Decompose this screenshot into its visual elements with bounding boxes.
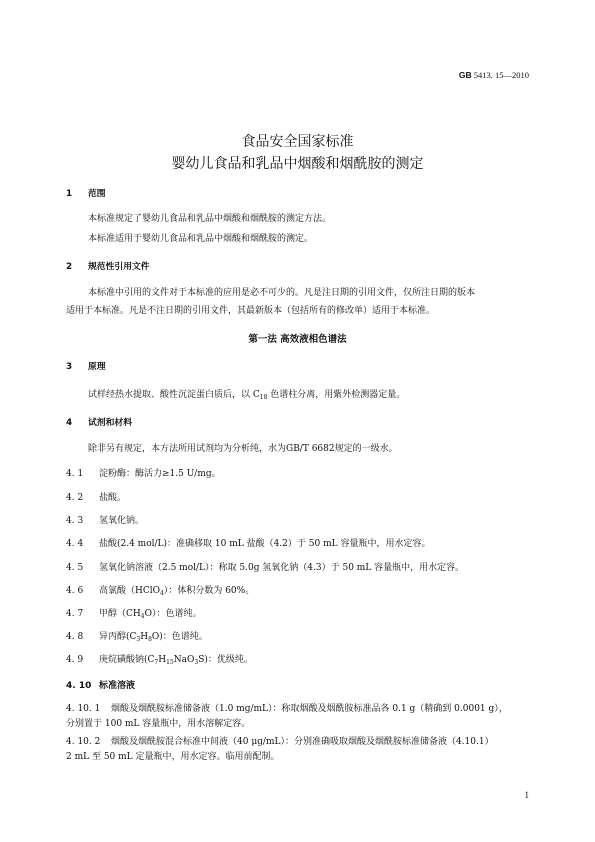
subscript: 8 [148,636,152,643]
text-part: 试样经热水提取、酸性沉淀蛋白质后，以 C [88,390,260,400]
title-line-1: 食品安全国家标准 [241,134,354,150]
item-text: 烟酸及烟酰胺混合标准中间液（40 μg/mL）：分别准确吸取烟酸及烟酰胺标准储备液（4.10.1） [111,737,494,747]
text-part: H [158,655,167,665]
section-2-paragraph-line-1: 本标准中引用的文件对于本标准的应用是必不可少的。凡是注日期的引用文件，仅所注日期的版本 [88,288,476,298]
subscript: 3 [136,636,141,643]
section-4-heading [66,419,132,428]
title-line-2: 婴幼儿食品和乳品中烟酸和烟酰胺的测定 [171,156,424,172]
item-number: 4. 3 [66,516,84,526]
item-text: 烟酸及烟酰胺标准储备液（1.0 mg/mL）：称取烟酸及烟酰胺标准品各 0.1 g（精确到 0.0001 g）， [111,704,508,714]
item-4-8 [66,633,208,643]
item-text: 氢氧化钠。 [99,516,145,526]
item-number: 4. 4 [66,539,84,549]
standard-number: 5413. 15—2010 [471,70,529,80]
text-part: ）：体积分数为 60%。 [163,586,255,596]
section-title: 试剂和材料 [88,418,132,428]
subscript: 15 [166,659,174,666]
text-part: O)：色谱纯。 [151,632,208,642]
text-part: 甲醇（CH [99,609,141,619]
item-number: 4. 10 [66,681,92,691]
item-number: 4. 10. 1 [66,704,101,714]
page-number: 1 [524,790,529,800]
subscript: 7 [154,659,159,666]
section-1-paragraph-1: 本标准规定了婴幼儿食品和乳品中烟酸和烟酰胺的测定方法。 [88,214,332,224]
text-part: S)：优级纯。 [198,655,253,665]
item-number: 4. 9 [66,655,84,665]
item-number: 4. 1 [66,469,84,479]
item-title: 标准溶液 [99,681,136,691]
item-4-10-2-line-2: 2 mL 至 50 mL 定量瓶中，用水定容。临用前配制。 [66,752,280,762]
item-4-7 [66,610,201,620]
standard-code-header [459,71,529,80]
section-title: 范围 [88,189,106,199]
item-4-10-1-line-2: 分别置于 100 mL 容量瓶中，用水溶解定容。 [66,719,251,729]
item-4-5 [66,564,464,573]
section-2-paragraph-line-2: 适用于本标准。凡是不注日期的引用文件，其最新版本（包括所有的修改单）适用于本标准。 [66,306,436,316]
section-title: 原理 [88,362,106,372]
section-3-paragraph [88,391,405,401]
text-part: 庚烷磺酸钠(C [99,655,155,665]
item-number: 4. 5 [66,563,84,573]
section-4-paragraph: 除非另有规定，本方法所用试剂均为分析纯，水为GB/T 6682规定的一级水。 [88,444,398,454]
item-number: 4. 8 [66,632,84,642]
item-text: 淀粉酶：酶活力≥1.5 U/mg。 [99,469,221,479]
text-part: 高氯酸（HClO [99,586,160,596]
item-4-2 [66,494,126,503]
method-heading: 第一法 高效液相色谱法 [248,334,347,345]
section-number: 1 [66,189,73,199]
text-part: O）：色谱纯。 [144,609,202,619]
section-title: 规范性引用文件 [88,262,150,272]
subscript: 4 [160,590,164,597]
item-4-1 [66,470,221,479]
section-2-heading [66,263,150,272]
section-number: 2 [66,262,73,272]
item-4-3 [66,517,144,526]
item-number: 4. 6 [66,586,84,596]
subscript: 4 [140,613,145,620]
text-part: NaO [173,655,195,665]
section-1-heading [66,190,106,199]
section-number: 4 [66,418,73,428]
item-text: 盐酸(2.4 mol/L)：准确移取 10 mL 盐酸（4.2）于 50 mL 容量瓶中，用水定容。 [99,539,431,549]
text-part: 异丙醇(C [99,632,137,642]
text-part: H [140,632,149,642]
item-4-4 [66,540,430,549]
section-3-heading [66,363,106,372]
item-4-10-heading [66,682,135,691]
section-number: 3 [66,362,73,372]
standard-prefix: GB [458,70,472,80]
item-4-10-2-line-1 [66,738,494,747]
item-4-10-1-line-1 [66,705,508,714]
item-4-6 [66,587,254,597]
section-1-paragraph-2: 本标准适用于婴幼儿食品和乳品中烟酸和烟酰胺的测定。 [88,234,314,244]
item-text: 盐酸。 [99,493,127,503]
subscript: 18 [259,394,268,401]
item-4-9 [66,656,253,666]
item-number: 4. 2 [66,493,84,503]
text-part: 色谱柱分离，用紫外检测器定量。 [267,390,406,400]
subscript: 3 [194,659,199,666]
item-number: 4. 7 [66,609,84,619]
item-text: 氢氧化钠溶液（2.5 mol/L）：称取 5.0g 氢氧化钠（4.3）于 50 mL 容量瓶中，用水定容。 [99,563,465,573]
item-number: 4. 10. 2 [66,737,101,747]
